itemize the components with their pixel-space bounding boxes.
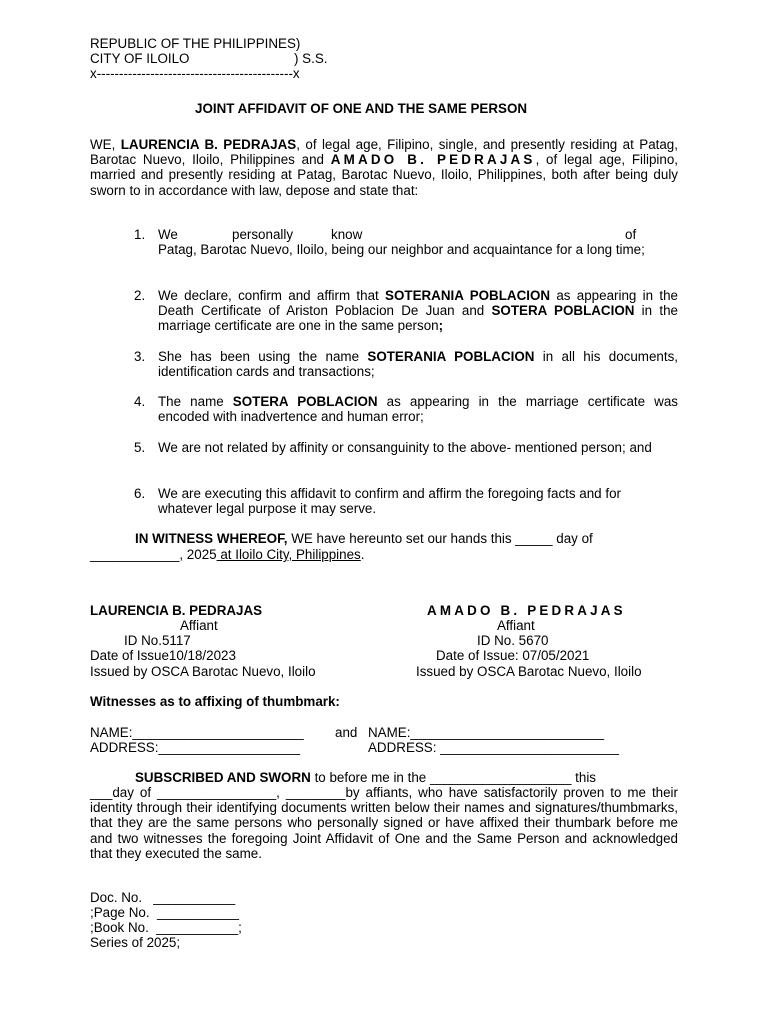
item-number: 4. <box>134 394 146 409</box>
witness-and: and <box>335 725 358 740</box>
witnesses-heading: Witnesses as to affixing of thumbmark: <box>90 694 340 709</box>
affiant1-date: Date of Issue10/18/2023 <box>90 648 236 663</box>
item2-name-soterania: SOTERANIA POBLACION <box>385 288 551 303</box>
item3-name-soterania: SOTERANIA POBLACION <box>367 349 535 364</box>
header-ss: ) S.S. <box>294 51 328 66</box>
witness-whereof-text: WE have hereunto set our hands this _____ day of <box>291 531 593 546</box>
item-number: 2. <box>134 288 146 303</box>
notary-page-no: ;Page No. ___________ <box>90 905 239 920</box>
item3-part-a: She has been using the name <box>158 349 360 364</box>
subscribed-heading: SUBSCRIBED AND SWORN <box>135 770 311 785</box>
notary-series: Series of 2025; <box>90 935 181 950</box>
intro-paragraph <box>90 137 678 198</box>
item1-know: know <box>331 227 363 242</box>
item4-name-sotera: SOTERA POBLACION <box>232 394 378 409</box>
item1-of: of <box>625 227 637 242</box>
affiant2-role: Affiant <box>497 618 535 633</box>
subscribed-body: ___day of ________________, ________by affiants, who have satisfactorily proven to me their identity through their identifying documents written below their names and signatures/thumbmarks, that they are the same persons who personally signed or have affixed their thumbark before me and two witnesses the foregoing Joint Affidavit of One and the Same Person and acknowledged that they executed the same. <box>90 785 678 861</box>
affiant2-issued: Issued by OSCA Barotac Nuevo, Iloilo <box>416 664 642 679</box>
affiant2-name: AMADO B. PEDRAJAS <box>330 152 536 168</box>
affiant2-signature-name: AMADO B. PEDRAJAS <box>427 603 626 618</box>
witness-whereof-heading: IN WITNESS WHEREOF, <box>135 531 288 546</box>
intro-part1: , of legal age, Filipino, single, and presently residing at Patag, Barotac Nuevo, Iloilo, Philippines and <box>90 137 678 168</box>
item1-personally: personally <box>232 227 294 242</box>
witness-place: Iloilo City, Philippines <box>231 547 361 562</box>
subscribed-text-a: to before me in the ___________________ this <box>314 770 596 785</box>
item4-text <box>158 394 678 424</box>
witness-period: . <box>360 547 365 562</box>
document-title: JOINT AFFIDAVIT OF ONE AND THE SAME PERSON <box>195 101 528 116</box>
item4-part-a: The name <box>158 394 224 409</box>
item2-text <box>158 288 678 334</box>
item4-part-c: as appearing in the marriage certificate was encoded with inadvertence and human error; <box>158 394 678 425</box>
item6-text: We are executing this affidavit to confirm and affirm the foregoing facts and for whatever legal purpose it may serve. <box>158 486 621 517</box>
item2-semicolon: ; <box>438 318 444 334</box>
subscribed-paragraph <box>90 770 678 785</box>
witness-date-blank: ____________, 2025 <box>90 547 217 562</box>
notary-doc-no: Doc. No. ___________ <box>90 890 236 905</box>
item3-text <box>158 349 678 379</box>
item3-part-c: in all his documents, identification cards and transactions; <box>158 349 678 380</box>
item2-name-sotera: SOTERA POBLACION <box>491 303 635 319</box>
item2-part-a: We declare, confirm and affirm that <box>158 288 379 303</box>
item5-text: We are not related by affinity or consanguinity to the above- mentioned person; and <box>158 440 652 455</box>
header-republic: REPUBLIC OF THE PHILIPPINES) <box>90 36 301 51</box>
witness2-name-field: NAME:__________________________ <box>368 725 605 740</box>
intro-part2: , of legal age, Filipino, married and presently residing at Patag, Barotac Nuevo, Iloilo, Philippines, both after being duly sworn to in accordance with law, depose and state that: <box>90 152 678 198</box>
witness-whereof-line2 <box>90 547 365 562</box>
intro-we: WE, <box>90 137 116 152</box>
item-number: 3. <box>134 349 146 364</box>
affiant1-id: ID No.5117 <box>124 633 191 648</box>
witness-at: at <box>216 547 232 562</box>
notary-book-no: ;Book No. ___________; <box>90 920 242 935</box>
affiant1-signature-name: LAURENCIA B. PEDRAJAS <box>90 603 263 618</box>
witness1-name-field: NAME:_______________________ <box>90 725 304 740</box>
item-number: 5. <box>134 440 146 455</box>
witness-whereof-paragraph <box>90 531 678 546</box>
item1-text: Patag, Barotac Nuevo, Iloilo, being our neighbor and acquaintance for a long time; <box>158 242 645 257</box>
item2-part-c: as appearing in the Death Certificate of Ariston Poblacion De Juan and <box>158 288 678 319</box>
item-number: 6. <box>134 486 146 501</box>
item2-part-e: in the marriage certificate are one in the same person <box>158 303 678 334</box>
header-divider: x--------------------------------------------x <box>90 66 300 81</box>
affiant2-id: ID No. 5670 <box>477 633 549 648</box>
affiant1-name: LAURENCIA B. PEDRAJAS <box>120 137 297 152</box>
item1-we: We <box>158 227 178 242</box>
item-number: 1. <box>134 227 146 242</box>
affiant1-role: Affiant <box>180 618 218 633</box>
affiant1-issued: Issued by OSCA Barotac Nuevo, Iloilo <box>90 664 316 679</box>
witness2-address-field: ADDRESS: ________________________ <box>368 740 619 755</box>
affiant2-date: Date of Issue: 07/05/2021 <box>436 648 590 663</box>
witness1-address-field: ADDRESS:___________________ <box>90 740 300 755</box>
header-city: CITY OF ILOILO <box>90 51 190 66</box>
